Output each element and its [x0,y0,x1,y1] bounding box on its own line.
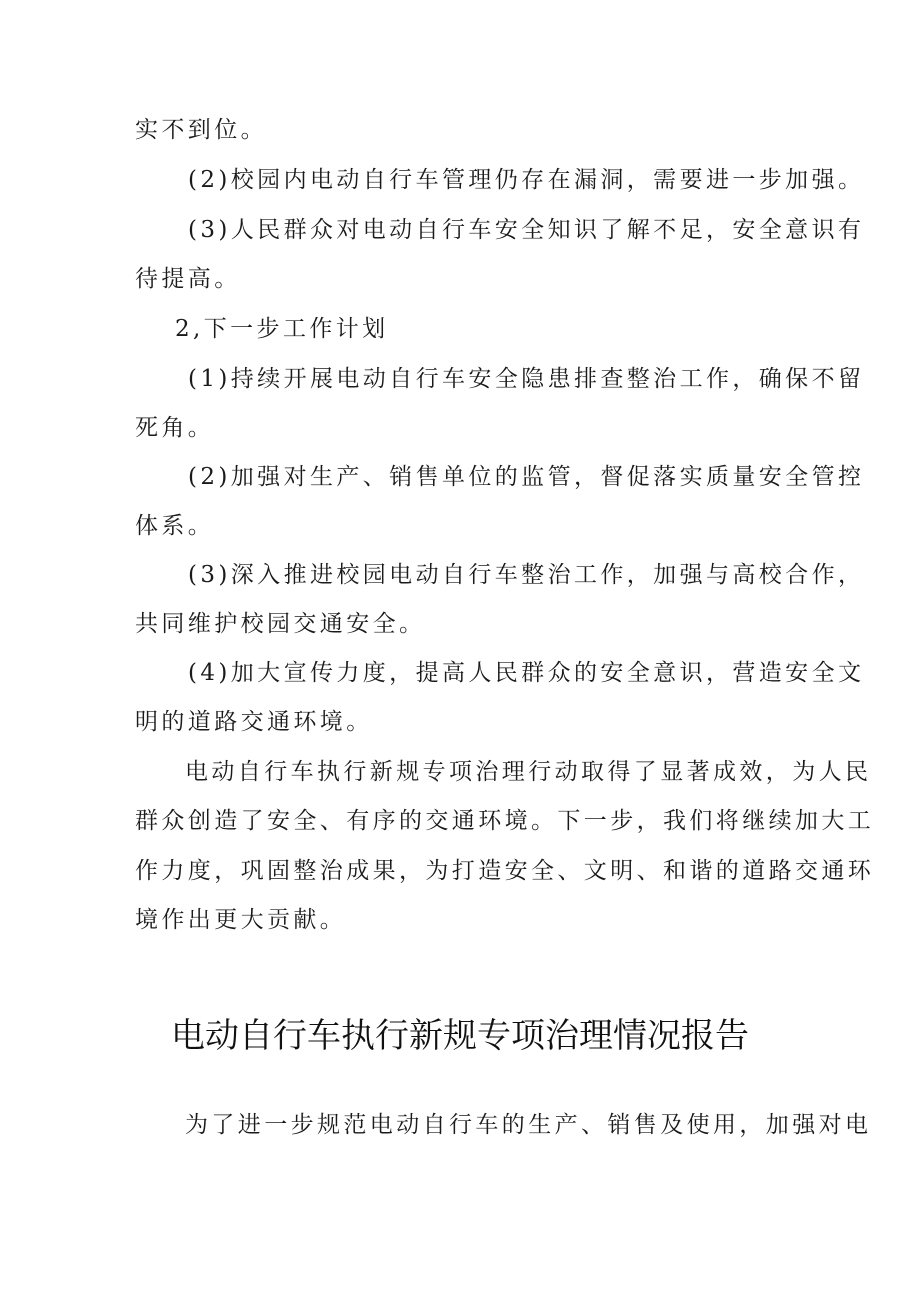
section-heading: 2,下一步工作计划 [175,316,389,342]
paragraph-line: (3)人民群众对电动自行车安全知识了解不足，安全意识有 [188,217,865,243]
paragraph-line: 共同维护校园交通安全。 [135,611,426,637]
paragraph-line: (3)深入推进校园电动自行车整治工作，加强与高校合作， [188,562,865,588]
paragraph-line: 实不到位。 [135,117,267,143]
paragraph-line: 境作出更大贡献。 [135,907,347,933]
paragraph-line: 电动自行车执行新规专项治理行动取得了显著成效，为人民 [185,759,872,785]
paragraph-line: 死角。 [135,415,215,441]
paragraph-line: (1)持续开展电动自行车安全隐患排查整治工作，确保不留 [188,366,865,392]
paragraph-line: 待提高。 [135,266,241,292]
paragraph-line: (2)校园内电动自行车管理仍存在漏洞，需要进一步加强。 [188,167,865,193]
paragraph-line: 群众创造了安全、有序的交通环境。下一步，我们将继续加大工 [135,808,875,834]
paragraph-line: 作力度，巩固整治成果，为打造安全、文明、和谐的道路交通环 [135,858,875,884]
paragraph-line: 明的道路交通环境。 [135,709,373,735]
paragraph-line: (4)加大宣传力度，提高人民群众的安全意识，营造安全文 [188,660,865,686]
paragraph-line: 为了进一步规范电动自行车的生产、销售及使用，加强对电 [185,1112,872,1138]
paragraph-line: (2)加强对生产、销售单位的监管，督促落实质量安全管控 [188,464,865,490]
paragraph-line: 体系。 [135,513,215,539]
report-title: 电动自行车执行新规专项治理情况报告 [171,1016,749,1056]
